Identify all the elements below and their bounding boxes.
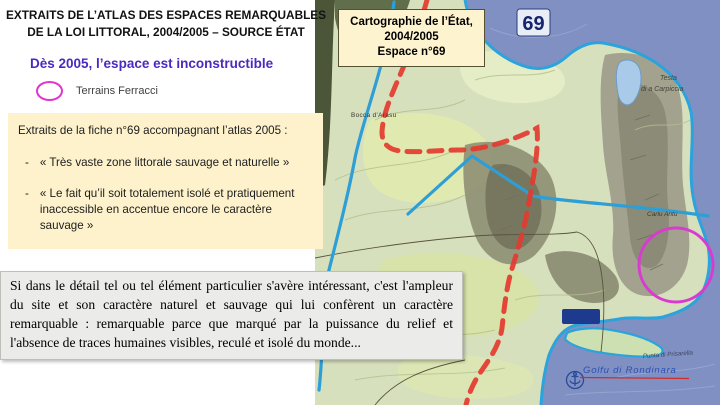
extract-bullet-1	[18, 155, 315, 171]
callout-line-1: Cartographie de l’État,	[350, 16, 473, 28]
slide-title-line-1: EXTRAITS DE L’ATLAS DES ESPACES REMARQUABLES	[5, 8, 327, 22]
extract-bullet-2-text: « Le fait qu’il soit totalement isolé et pratiquement inaccessible en accentue encore le caractère sauvage »	[39, 187, 295, 232]
extract-bullet-2	[18, 186, 315, 233]
magenta-ellipse-icon	[36, 81, 63, 101]
route-badge-number: 69	[522, 13, 545, 35]
label-carlu: Carlu Antu	[647, 211, 678, 218]
bullet-dash: -	[25, 187, 29, 201]
extract-bullet-1-text: « Très vaste zone littorale sauvage et naturelle »	[39, 155, 290, 169]
extract-heading: Extraits de la fiche n°69 accompagnant l’atlas 2005 :	[18, 124, 288, 137]
quote-box	[0, 271, 463, 360]
slide-title	[0, 7, 332, 40]
label-testa-1: Testa	[660, 75, 677, 82]
slide-title-line-2: DE LA LOI LITTORAL, 2004/2005 – SOURCE ÉTAT	[27, 24, 305, 39]
label-testa-2: di a Carpiccia	[641, 86, 684, 93]
quote-text: Si dans le détail tel ou tel élément particulier s'avère intéressant, c'est l'ampleur du site et son caractère naturel et sauvage qui lui confèrent un caractère remarquable : remarquable parce que marqué par la puissance du relief et l'absence de traces humaines visibles, reculé et isolé du monde...	[10, 278, 453, 351]
map-callout-box	[338, 9, 485, 67]
navy-marker	[562, 309, 600, 324]
bullet-dash: -	[25, 155, 29, 169]
legend-label: Terrains Ferracci	[76, 85, 158, 97]
slide-subtitle: Dès 2005, l’espace est inconstructible	[30, 56, 274, 71]
label-golfu: Golfu di Rondinara	[583, 365, 677, 376]
callout-line-3: Espace n°69	[377, 46, 446, 59]
label-punta: Punta di Prisarella	[642, 349, 694, 360]
route-badge	[517, 9, 550, 36]
legend-row	[36, 81, 158, 101]
extract-box	[8, 113, 323, 249]
label-bocca: Bocca d'Arasu	[351, 112, 397, 119]
callout-line-2: 2004/2005	[384, 31, 439, 44]
